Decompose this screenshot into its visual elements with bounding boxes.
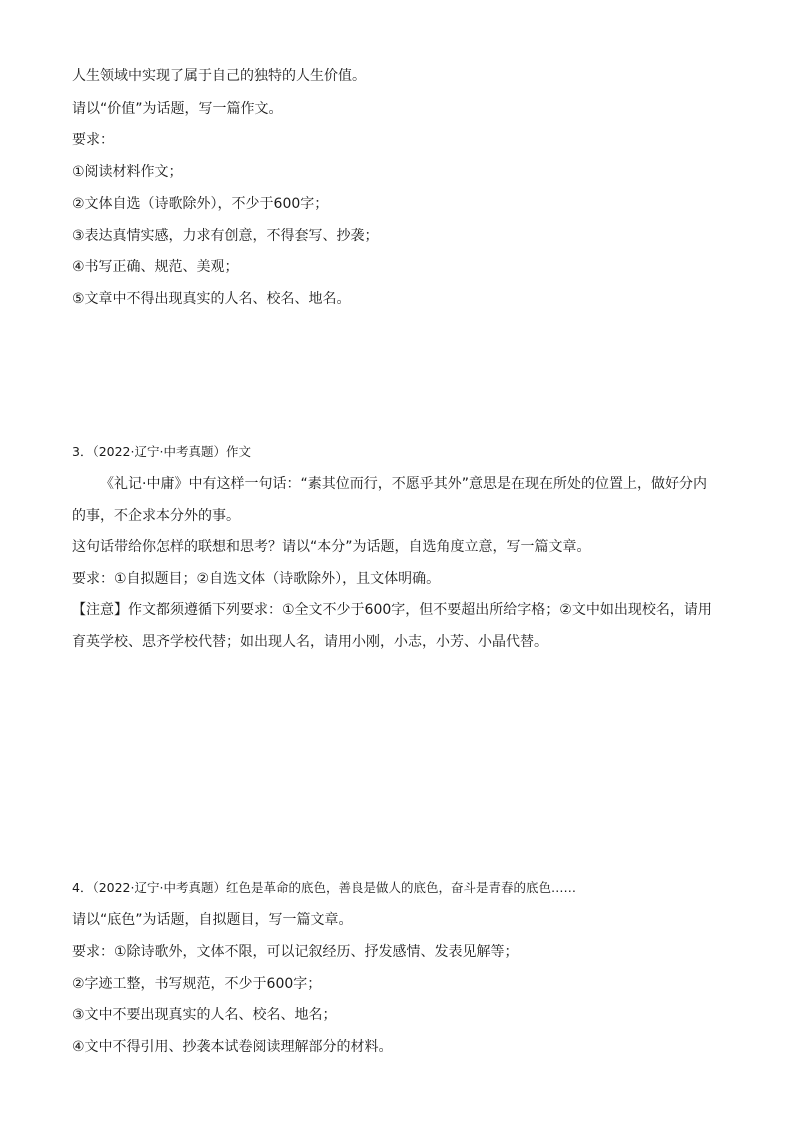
question-3-notice-1: 【注意】作文都须遵循下列要求：①全文不少于600字，但不要超出所给字格；②文中如出现校名，请用 — [72, 602, 712, 618]
question-4-requirement-4: ④文中不得引用、抄袭本试卷阅读理解部分的材料。 — [72, 1039, 393, 1055]
question-4-text-1: 请以“底色”为话题，自拟题目，写一篇文章。 — [72, 912, 353, 928]
text-line-requirement-1: ①阅读材料作文； — [72, 164, 183, 180]
text-line-value-intro: 人生领域中实现了属于自己的独特的人生价值。 — [72, 68, 366, 84]
text-line-value-topic: 请以“价值”为话题，写一篇作文。 — [72, 101, 283, 117]
question-3-notice-2: 育英学校、思齐学校代替；如出现人名，请用小刚，小志，小芳、小晶代替。 — [72, 634, 548, 650]
text-line-requirement-2: ②文体自选（诗歌除外），不少于600字； — [72, 196, 329, 212]
text-line-requirement-3: ③表达真情实感，力求有创意，不得套写、抄袭； — [72, 228, 379, 244]
question-3-heading: 3．（2022·辽宁·中考真题）作文 — [72, 444, 251, 459]
text-line-requirements-label: 要求： — [72, 132, 114, 148]
question-4-heading: 4．（2022·辽宁·中考真题）红色是革命的底色，善良是做人的底色，奋斗是青春的底色…… — [72, 880, 576, 895]
text-line-requirement-4: ④书写正确、规范、美观； — [72, 259, 239, 275]
question-3-text-1: 《礼记·中庸》中有这样一句话：“素其位而行，不愿乎其外”意思是在现在所处的位置上，做好分内 — [100, 476, 707, 492]
question-3-requirements: 要求：①自拟题目；②自选文体（诗歌除外），且文体明确。 — [72, 571, 441, 587]
text-line-requirement-5: ⑤文章中不得出现真实的人名、校名、地名。 — [72, 291, 351, 307]
question-4-requirement-2: ②字迹工整，书写规范，不少于600字； — [72, 976, 322, 992]
question-4-requirement-1: 要求：①除诗歌外，文体不限，可以记叙经历、抒发感情、发表见解等； — [72, 944, 519, 960]
question-3-text-3: 这句话带给你怎样的联想和思考？请以“本分”为话题，自选角度立意，写一篇文章。 — [72, 539, 591, 555]
question-3-text-2: 的事，不企求本分外的事。 — [72, 508, 240, 524]
question-4-requirement-3: ③文中不要出现真实的人名、校名、地名； — [72, 1007, 337, 1023]
